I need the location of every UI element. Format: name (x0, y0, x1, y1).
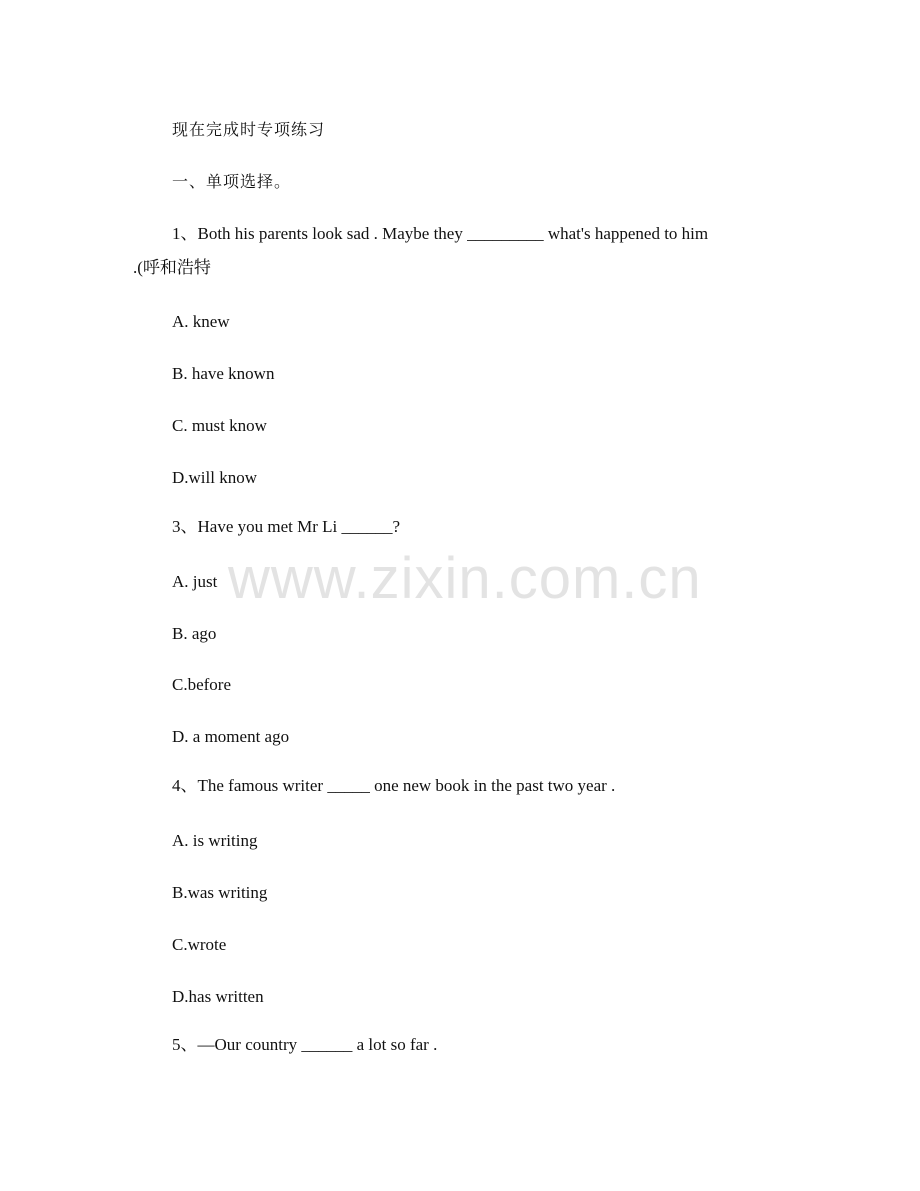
question-4-option-c: C.wrote (172, 935, 227, 954)
question-3-option-c: C.before (172, 675, 232, 694)
question-5-stem: 5、—Our country ______ a lot so far . (172, 1035, 438, 1054)
question-4-option-d: D.has written (172, 987, 264, 1006)
question-3-option-d: D. a moment ago (172, 727, 290, 746)
watermark: www.zixin.com.cn (228, 546, 702, 611)
question-1-option-b: B. have known (172, 364, 275, 383)
document-title: 现在完成时专项练习 (172, 120, 326, 139)
question-1-option-c: C. must know (172, 416, 267, 435)
question-1-stem-continued: .(呼和浩特 (133, 258, 211, 277)
question-1-option-a: A. knew (172, 312, 230, 331)
section-heading: 一、单项选择。 (172, 172, 292, 191)
question-3-option-b: B. ago (172, 624, 217, 643)
question-1-option-d: D.will know (172, 468, 257, 487)
question-4-option-b: B.was writing (172, 883, 268, 902)
question-3-stem: 3、Have you met Mr Li ______? (172, 517, 401, 536)
question-3-option-a: A. just (172, 572, 218, 591)
question-4-option-a: A. is writing (172, 831, 258, 850)
question-1-stem: 1、Both his parents look sad . Maybe they _________ what's happened to him (172, 224, 709, 243)
question-4-stem: 4、The famous writer _____ one new book in the past two year . (172, 776, 616, 795)
